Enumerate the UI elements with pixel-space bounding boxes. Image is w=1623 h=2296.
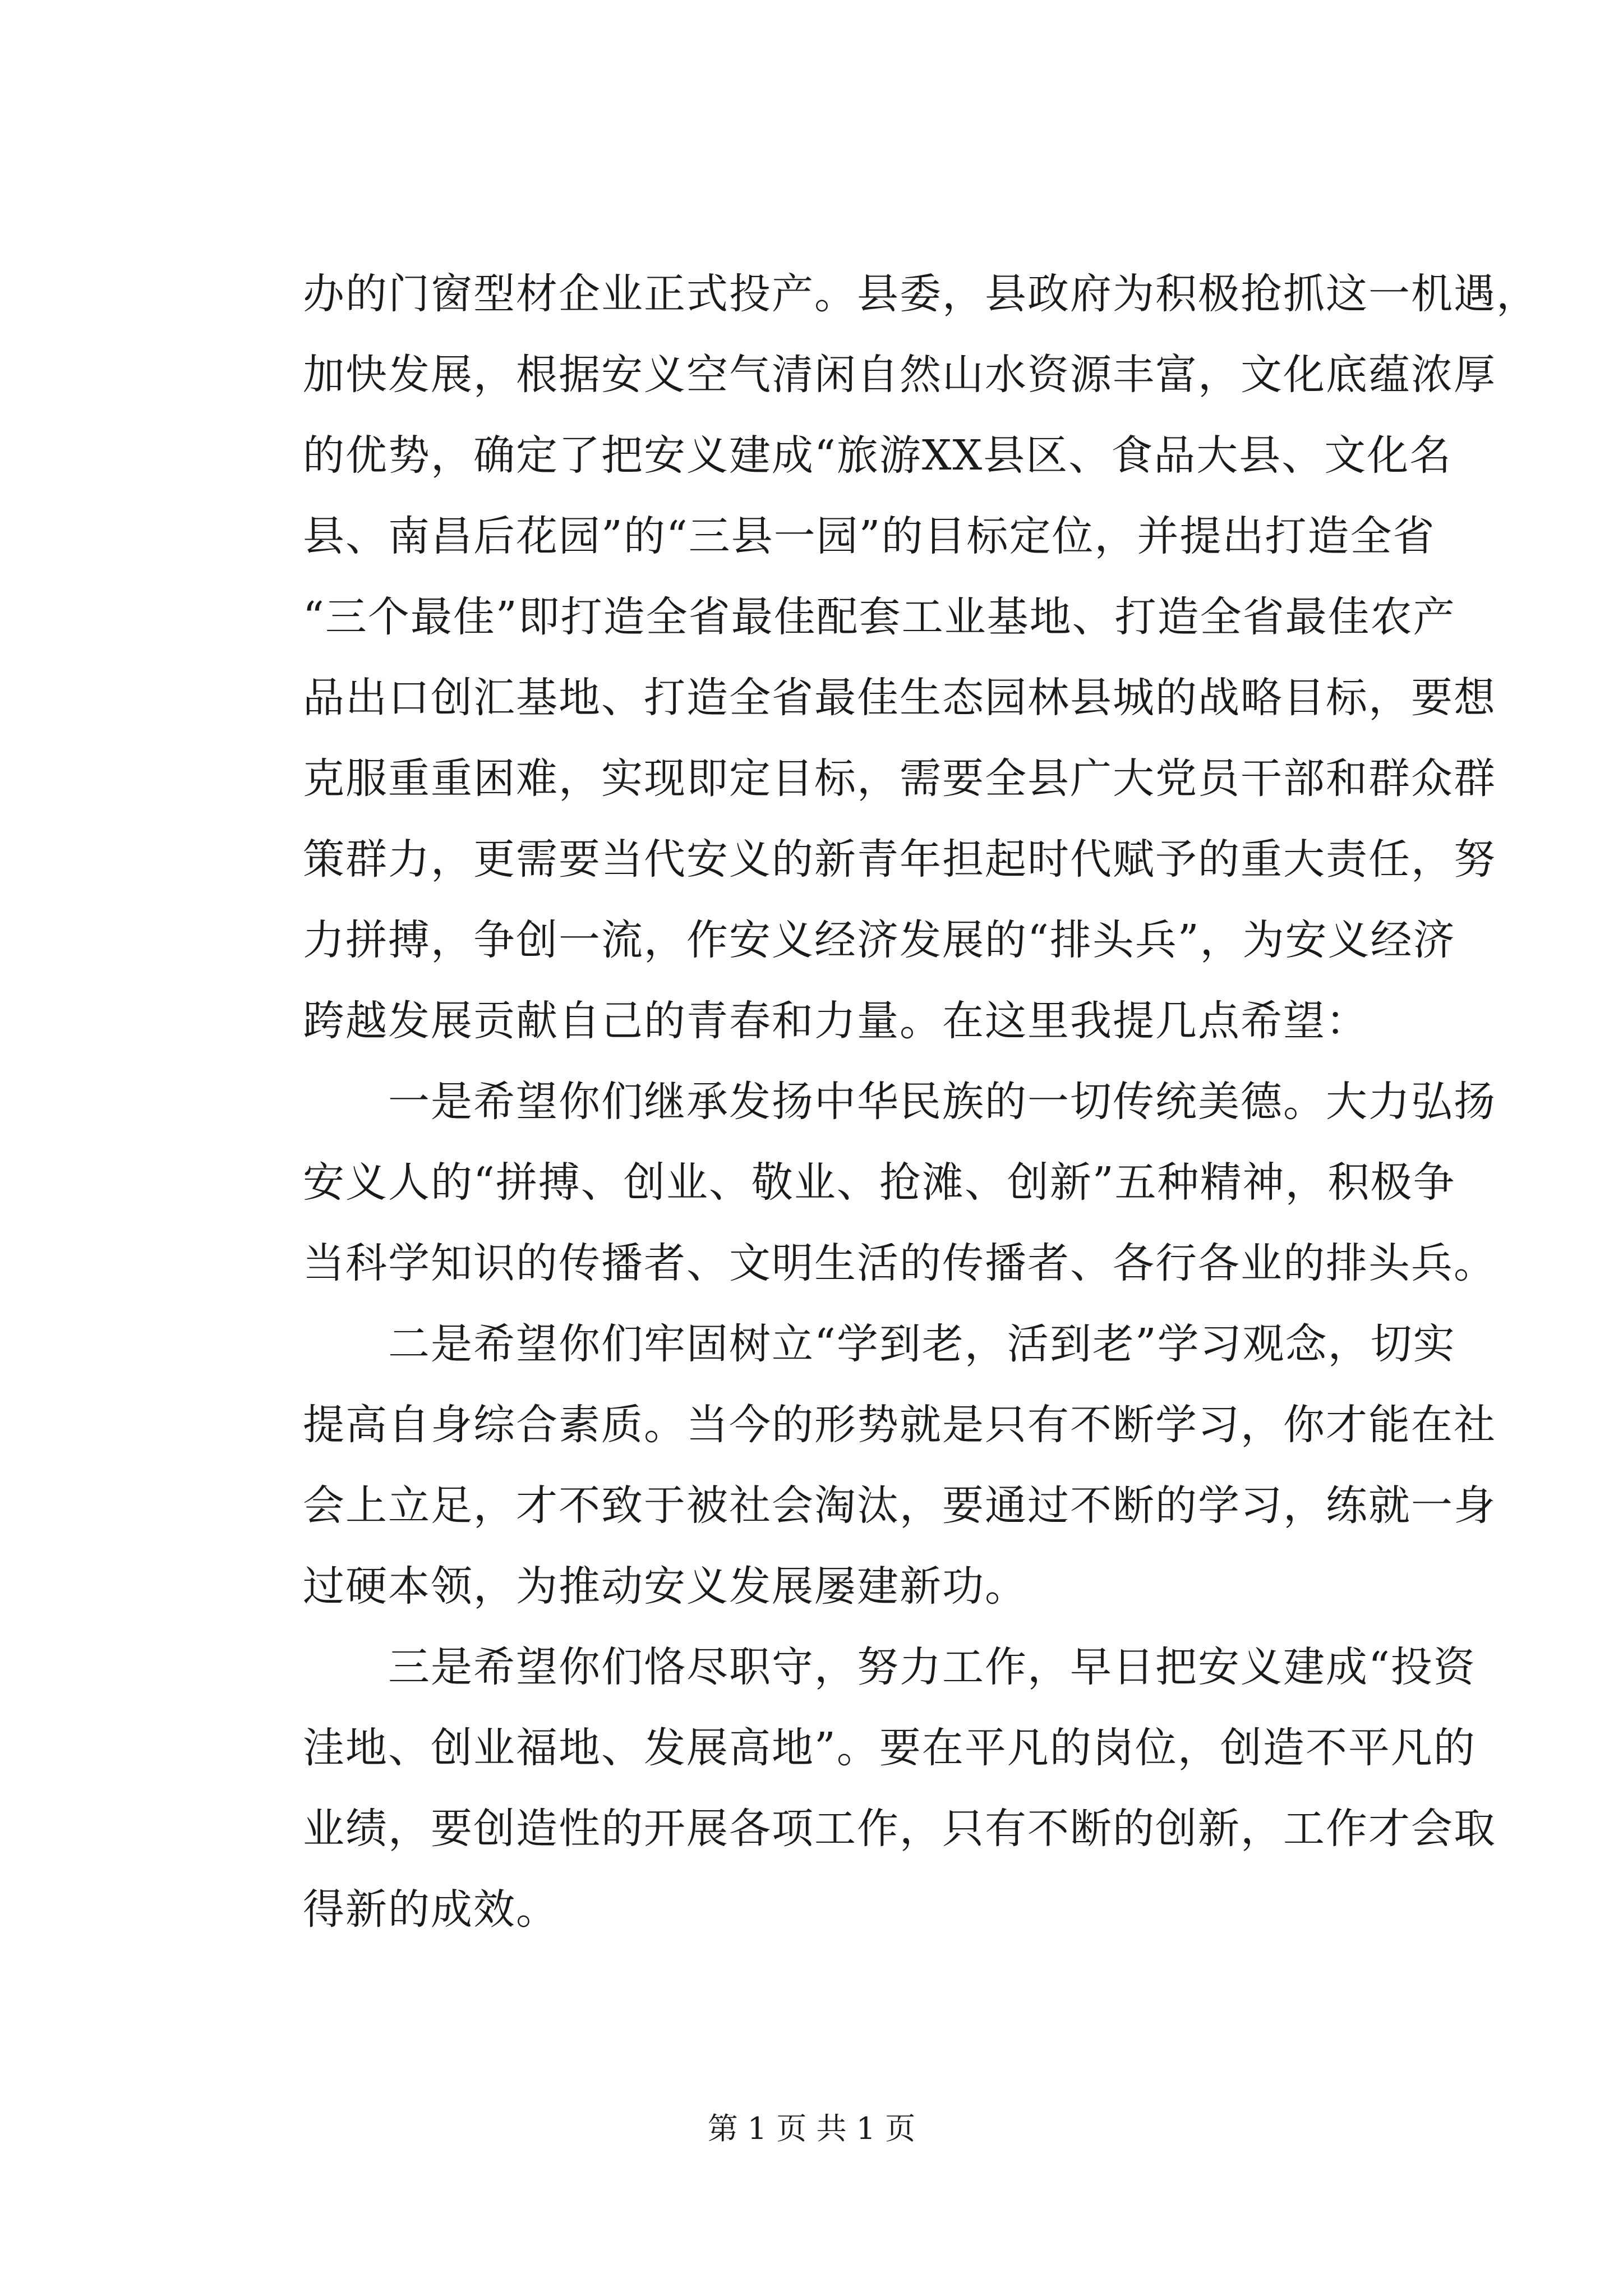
text-line: 县、南昌后花园”的“三县一园”的目标定位，并提出打造全省 — [303, 512, 1436, 560]
text-line: 克服重重困难，实现即定目标，需要全县广大党员干部和群众群 — [303, 754, 1496, 803]
text-line: 品出口创汇基地、打造全省最佳生态园林县城的战略目标，要想 — [303, 674, 1496, 722]
paragraph-first-line: 三是希望你们恪尽职守，努力工作，早日把安义建成“投资 — [388, 1643, 1476, 1691]
document-body — [303, 254, 1539, 1950]
text-line: 会上立足，才不致于被社会淘汰，要通过不断的学习，练就一身 — [303, 1481, 1496, 1530]
page-footer: 第 1 页 共 1 页 — [707, 2111, 916, 2146]
text-line: 业绩，要创造性的开展各项工作，只有不断的创新，工作才会取 — [303, 1805, 1496, 1853]
paragraph-first-line: 一是希望你们继承发扬中华民族的一切传统美德。大力弘扬 — [388, 1078, 1496, 1126]
text-line: 的优势，确定了把安义建成“旅游XX县区、食品大县、文化名 — [303, 431, 1453, 480]
text-line: 安义人的“拼搏、创业、敬业、抢滩、创新”五种精神，积极争 — [303, 1158, 1456, 1207]
text-line: 提高自身综合素质。当今的形势就是只有不断学习，你才能在社 — [303, 1401, 1496, 1449]
text-line: 力拼搏，争创一流，作安义经济发展的“排头兵”，为安义经济 — [303, 916, 1456, 964]
text-line: 得新的成效。 — [303, 1885, 559, 1934]
text-line: 洼地、创业福地、发展高地”。要在平凡的岗位，创造不平凡的 — [303, 1724, 1476, 1772]
text-line: 跨越发展贡献自己的青春和力量。在这里我提几点希望： — [303, 997, 1368, 1045]
paragraph-first-line: 二是希望你们牢固树立“学到老，活到老”学习观念，切实 — [388, 1320, 1456, 1368]
text-line: 策群力，更需要当代安义的新青年担起时代赋予的重大责任，努 — [303, 835, 1496, 884]
text-line: 当科学知识的传播者、文明生活的传播者、各行各业的排头兵。 — [303, 1239, 1496, 1287]
text-line: 过硬本领，为推动安义发展屡建新功。 — [303, 1562, 1027, 1611]
text-line: 办的门窗型材企业正式投产。县委，县政府为积极抢抓这一机遇， — [303, 270, 1539, 318]
text-line: “三个最佳”即打造全省最佳配套工业基地、打造全省最佳农产 — [303, 593, 1456, 641]
text-line: 加快发展，根据安义空气清闲自然山水资源丰富，文化底蕴浓厚 — [303, 351, 1496, 399]
